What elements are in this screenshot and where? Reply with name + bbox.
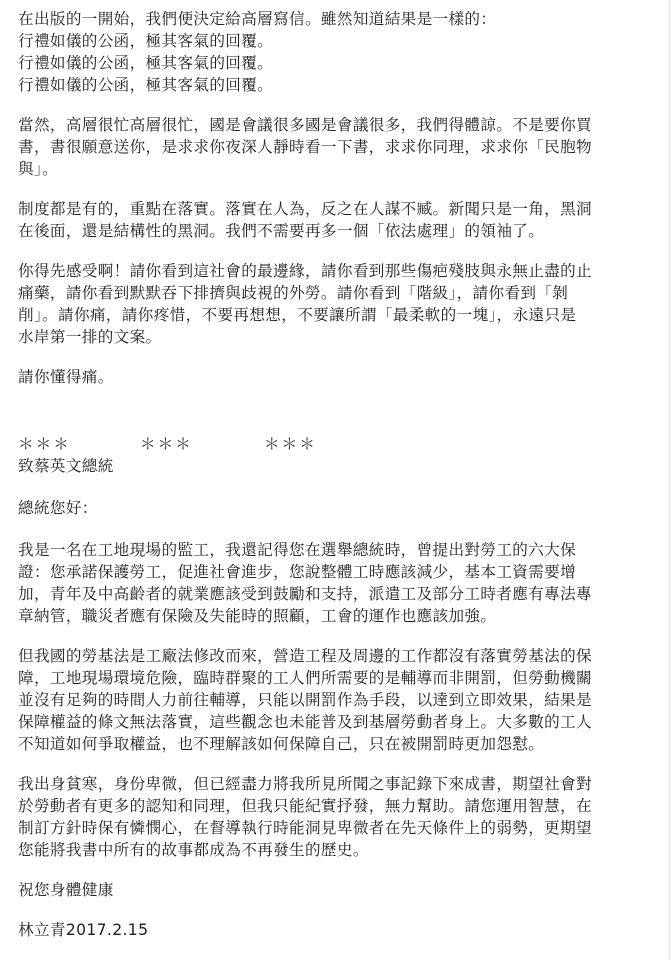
text-line: 障，工地現場環境危險，臨時群聚的工人們所需要的是輔導而非開罰，但勞動機關 (18, 669, 592, 687)
text-line: 在後面，還是結構性的黑洞。我們不需要再多一個「依法處理」的領袖了。 (18, 222, 545, 240)
paragraph-3 (18, 198, 657, 242)
text-line: 制度都是有的，重點在落實。落實在人為，反之在人謀不臧。新聞只是一角，黑洞 (18, 200, 592, 218)
section-divider-stars (18, 433, 657, 455)
text-line: 行禮如儀的公函，極其客氣的回覆。 (18, 32, 274, 50)
text-line: 書，書很願意送你，是求求你夜深人靜時看一下書，求求你同理，求求你「民胞物 (18, 138, 592, 156)
stars-1: ＊＊＊ (18, 435, 71, 453)
paragraph-5 (18, 366, 657, 388)
text-line: 削」。請你痛，請你疼惜，不要再想想，不要讓所謂「最柔軟的一塊」，永遠只是 (18, 306, 577, 324)
text-line: 保障權益的條文無法落實，這些觀念也未能普及到基層勞動者身上。大多數的工人 (18, 713, 592, 731)
text-line: 致蔡英文總統 (18, 457, 114, 475)
paragraph-6 (18, 539, 657, 627)
text-line: 行禮如儀的公函，極其客氣的回覆。 (18, 54, 274, 72)
text-line: 制訂方針時保有憐憫心，在督導執行時能洞見卑微者在先天條件上的弱勢，更期望 (18, 819, 592, 837)
text-line: 水岸第一排的文案。 (18, 328, 162, 346)
text-line: 證：您承諾保護勞工，促進社會進步，您說整體工時應該減少，基本工資需要增 (18, 563, 577, 581)
closing (18, 879, 657, 901)
text-line: 並沒有足夠的時間人力前往輔導，只能以開罰作為手段，以達到立即效果，結果是 (18, 691, 592, 709)
addressee (18, 455, 657, 477)
stars-3: ＊＊＊ (264, 435, 317, 453)
text-line: 加，青年及中高齡者的就業應該受到鼓勵和支持，派遣工及部分工時者應有專法專 (18, 585, 592, 603)
text-line: 我是一名在工地現場的監工，我還記得您在選舉總統時，曾提出對勞工的六大保 (18, 541, 577, 559)
text-line: 與」。 (18, 160, 59, 178)
text-line: 痛藥，請你看到默默吞下排擠與歧視的外勞。請你看到「階級」，請你看到「剝 (18, 284, 569, 302)
text-line: 您能將我書中所有的故事都成為不再發生的歷史。 (18, 841, 369, 859)
text-line: 於勞動者有更多的認知和同理，但我只能紀實抒發，無力幫助。請您運用智慧，在 (18, 797, 592, 815)
stars-2: ＊＊＊ (140, 435, 193, 453)
signature (18, 919, 657, 941)
greeting (18, 497, 657, 519)
paragraph-7 (18, 645, 657, 755)
text-line: 林立青2017.2.15 (18, 921, 149, 939)
intro-paragraph (18, 8, 657, 96)
text-line: 但我國的勞基法是工廠法修改而來，營造工程及周邊的工作都沒有落實勞基法的保 (18, 647, 592, 665)
text-line: 當然，高層很忙高層很忙，國是會議很多國是會議很多，我們得體諒。不是要你買 (18, 116, 592, 134)
text-line: 你得先感受啊！請你看到這社會的最邊緣，請你看到那些傷疤殘肢與永無止盡的止 (18, 262, 592, 280)
text-line: 請你懂得痛。 (18, 368, 114, 386)
text-line: 我出身貧寒，身份卑微，但已經盡力將我所見所聞之事記錄下來成書，期望社會對 (18, 775, 592, 793)
text-line: 總統您好： (18, 499, 98, 517)
text-line: 不知道如何爭取權益，也不理解該如何保障自己，只在被開罰時更加怨懟。 (18, 735, 545, 753)
paragraph-2 (18, 114, 657, 180)
text-line: 行禮如儀的公函，極其客氣的回覆。 (18, 76, 274, 94)
paragraph-8 (18, 773, 657, 861)
text-line: 在出版的一開始，我們便決定給高層寫信。雖然知道結果是一樣的： (18, 10, 497, 28)
text-line: 祝您身體健康 (18, 881, 114, 899)
paragraph-4 (18, 260, 657, 348)
text-line: 章納管，職災者應有保險及失能時的照顧，工會的運作也應該加強。 (18, 607, 497, 625)
